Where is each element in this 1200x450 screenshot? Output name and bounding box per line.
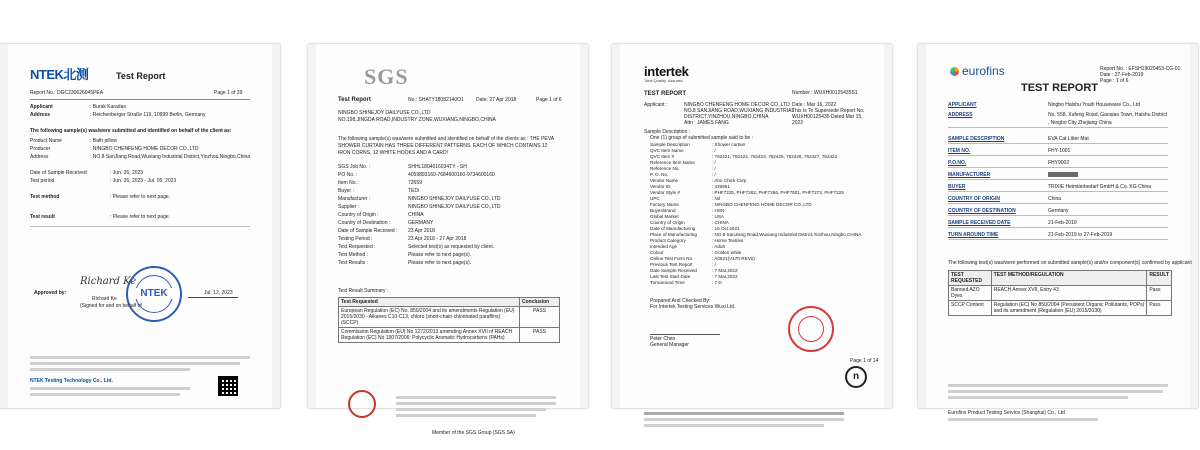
eurofins-row bbox=[948, 184, 1168, 192]
intertek-field-value: : NINGBO CHENFENG HOME DECOR CO.,LTD bbox=[712, 202, 812, 207]
sgs-title: Test Report bbox=[338, 97, 371, 103]
eurofins-logo: eurofins bbox=[950, 64, 1005, 78]
eurofins-table-header-cell: TEST REQUESTED bbox=[949, 271, 992, 286]
intertek-field-label: Intended Age bbox=[650, 244, 678, 249]
eurofins-address: ADDRESS No. 558, Xufeng Road, Gaoqiao Town, Haishu District bbox=[948, 112, 1168, 118]
intertek-field-value: : NO.8 SanJiang Road,Wuxiang Industrial District,Yinzhou,Ningbo,CHINA bbox=[712, 232, 862, 237]
ntek-applicant: Applicant : Burak Karadas bbox=[30, 104, 126, 110]
intertek-field-label: Reference Item Name bbox=[650, 160, 695, 165]
eurofins-row bbox=[948, 136, 1168, 144]
sgs-field-value: SHHL1804016034TY - SH bbox=[408, 164, 467, 170]
sgs-field-value: 4059893160-7684600160-9734600160 bbox=[408, 172, 495, 178]
sgs-company: NINGBO SHINEJOY DAILYUSE CO.,LTD bbox=[338, 110, 431, 116]
intertek-field-value: : / bbox=[712, 166, 716, 171]
sgs-field bbox=[338, 244, 494, 251]
sgs-page: Page 1 of 6 bbox=[536, 97, 562, 103]
intertek-page: Page 1 of 14 bbox=[850, 358, 879, 364]
sgs-stamp-icon bbox=[348, 390, 376, 418]
eurofins-row-label: TURN AROUND TIME bbox=[948, 232, 999, 238]
eurofins-row-label: ITEM NO. bbox=[948, 148, 971, 154]
intertek-field-value: : Golden white bbox=[712, 250, 742, 255]
table-cell: REACH Annex XVII, Entry 43 bbox=[991, 286, 1147, 301]
intertek-field-label: Country of Origin bbox=[650, 220, 685, 225]
eurofins-row bbox=[948, 172, 1168, 180]
sgs-field-value: TEDi bbox=[408, 188, 420, 194]
sgs-summary-label: Test Result Summary : bbox=[338, 288, 389, 294]
intertek-date-1: This Is To Supersede Report No. bbox=[792, 108, 865, 114]
sgs-field-value: NINGBO SHINEJOY DAILYUSE CO.,LTD bbox=[408, 204, 501, 210]
ntek-date-received: Date of Sample Received : Jun. 26, 2023 bbox=[30, 170, 144, 176]
sgs-field-value: 23 Apr 2018 - 27 Apr 2018 bbox=[408, 236, 467, 242]
intertek-field-label: Online Test Form No. bbox=[650, 256, 694, 261]
ntek-signature: Richard Ke bbox=[80, 276, 137, 287]
intertek-applicant-label: Applicant : bbox=[644, 102, 668, 108]
eurofins-row bbox=[948, 232, 1168, 240]
intertek-field-value: : / bbox=[712, 148, 716, 153]
eurofins-test-report[interactable] bbox=[918, 44, 1198, 416]
intertek-field-value: : A0621(V170-REV0) bbox=[712, 256, 755, 261]
intertek-field-value: : HSN bbox=[712, 208, 725, 213]
intertek-field-label: QVC Item # bbox=[650, 154, 674, 159]
intertek-date-2: WUXH00125435 Dated Mar 15, bbox=[792, 114, 863, 120]
intertek-field-value: : / bbox=[712, 172, 716, 177]
intertek-field-value: : / bbox=[712, 160, 716, 165]
eurofins-row-value: 21-Feb-2019 bbox=[1048, 220, 1077, 226]
sgs-field bbox=[338, 204, 501, 211]
sgs-field bbox=[338, 180, 422, 187]
intertek-field-label: P. O. No. bbox=[650, 172, 669, 177]
sgs-table-header-cell: Test Requested bbox=[339, 298, 520, 307]
table-cell: Pass bbox=[1147, 301, 1172, 316]
sgs-field-value: NINGBO SHINEJOY DAILYUSE CO.,LTD bbox=[408, 196, 501, 202]
intertek-field-label: Vendor ID bbox=[650, 184, 671, 189]
intertek-badge-icon: n bbox=[845, 366, 867, 388]
intertek-applicant-3: Attn : JAMES FANG bbox=[684, 120, 729, 126]
ntek-date: Jul. 12, 2023 bbox=[204, 290, 233, 296]
sgs-field-label: Country of Destination : bbox=[338, 220, 391, 226]
intertek-field-value: : CHINA bbox=[712, 220, 729, 225]
eurofins-row bbox=[948, 148, 1168, 156]
eurofins-row-label: SAMPLE DESCRIPTION bbox=[948, 136, 1005, 142]
intertek-prepared-by: Prepared And Checked By: bbox=[650, 298, 711, 304]
sgs-field-label: Testing Period : bbox=[338, 236, 373, 242]
intertek-field-value: : 428951 bbox=[712, 184, 730, 189]
eurofins-table-header bbox=[949, 271, 1172, 286]
sgs-summary-table bbox=[338, 297, 560, 343]
intertek-number: Number : WUXH00125435S1 bbox=[792, 90, 858, 96]
intertek-field-value: : USA bbox=[712, 214, 724, 219]
intertek-date-0: Date : Mar 16, 2022 bbox=[792, 102, 837, 108]
eurofins-row-label: SAMPLE RECEIVED DATE bbox=[948, 220, 1011, 226]
intertek-sample-line: One (1) group of submitted sample said to be : bbox=[650, 135, 754, 141]
ntek-title: Test Report bbox=[116, 71, 166, 81]
intertek-field-value: : Home Textiles bbox=[712, 238, 744, 243]
intertek-field-label: Vendor Style # bbox=[650, 190, 680, 195]
sgs-field-label: Test Method : bbox=[338, 252, 369, 258]
intertek-title: TEST REPORT bbox=[644, 91, 687, 97]
intertek-field-label: Previous Test Report bbox=[650, 262, 693, 267]
eurofins-row-value: EVA Cat Litter Mat bbox=[1048, 136, 1089, 142]
eurofins-table-header-cell: RESULT bbox=[1147, 271, 1172, 286]
intertek-field-value: : Aho Chick Corp bbox=[712, 178, 747, 183]
sgs-field bbox=[338, 164, 467, 171]
eurofins-row-value bbox=[1048, 172, 1078, 179]
eurofins-logo-icon bbox=[950, 67, 959, 76]
ntek-signer-note: (Signed for and on behalf of bbox=[80, 303, 142, 309]
intertek-signer: Peter Chen bbox=[650, 336, 676, 342]
sgs-table-header-cell: Conclusion bbox=[520, 298, 560, 307]
eurofins-page: Page : 1 of 6 bbox=[1100, 78, 1129, 84]
intertek-field-label: Factory Name bbox=[650, 202, 679, 207]
sgs-field bbox=[338, 212, 424, 219]
sgs-table-header bbox=[339, 298, 560, 307]
eurofins-row bbox=[948, 220, 1168, 228]
eurofins-row-label: COUNTRY OF DESTINATION bbox=[948, 208, 1016, 214]
sgs-field-label: Country of Origin : bbox=[338, 212, 379, 218]
sgs-date: Date: 27 Apr 2018 bbox=[476, 97, 517, 103]
intertek-field bbox=[650, 280, 865, 286]
ntek-page: Page 1 of 39 bbox=[214, 90, 243, 96]
sgs-field-value: 23 Apr 2018 bbox=[408, 228, 435, 234]
intertek-field-value: : 7 Mar,2022 bbox=[712, 268, 738, 273]
intertek-field-label: Global Market bbox=[650, 214, 679, 219]
eurofins-applicant: APPLICANT Ningbo Haishu Youdi Houseware Co., Ltd bbox=[948, 102, 1141, 108]
intertek-field-value: : 7 D bbox=[712, 280, 722, 285]
intertek-field-label: Date Sample Received bbox=[650, 268, 697, 273]
sgs-field bbox=[338, 236, 466, 243]
eurofins-address-2: , Ningbo City Zhejiang China bbox=[948, 120, 1168, 128]
sgs-field-value: Please refer to next page(s). bbox=[408, 260, 472, 266]
eurofins-row-value: China bbox=[1048, 196, 1062, 202]
intertek-field-label: Product Category bbox=[650, 238, 686, 243]
ntek-field-1: Producer : NINGBO CHENFENG HOME DECOR CO.,LTD bbox=[30, 146, 199, 152]
ntek-test-report[interactable] bbox=[0, 44, 280, 408]
sgs-field bbox=[338, 220, 433, 227]
eurofins-table-header-cell: TEST METHOD/REGULATION bbox=[991, 271, 1147, 286]
sgs-field bbox=[338, 196, 501, 203]
table-row bbox=[339, 328, 560, 343]
ntek-test-method: Test method : Please refer to next page. bbox=[30, 194, 171, 200]
sgs-field-label: Test Results : bbox=[338, 260, 369, 266]
sgs-field-label: Buyer : bbox=[338, 188, 354, 194]
sgs-field bbox=[338, 172, 495, 179]
intertek-field-label: Last Test Start Date bbox=[650, 274, 691, 279]
intertek-field-label: QVC Item Name bbox=[650, 148, 684, 153]
intertek-field-value: : 15 Oct 2021 bbox=[712, 226, 740, 231]
sgs-field-value: 72659 bbox=[408, 180, 422, 186]
eurofins-row-label: P.O.NO. bbox=[948, 160, 967, 166]
eurofins-date: Date : 27-Feb-2019 bbox=[1100, 72, 1144, 78]
intertek-field-label: Sample Description bbox=[650, 142, 690, 147]
eurofins-row-value: 21-Feb-2019 to 27-Feb-2019 bbox=[1048, 232, 1113, 238]
sgs-intro: The following sample(s) was/were submitted and identified on behalf of the clients as : THE PEVA SHOWER CURTAIN HAS THREE DIFFERENT PATTERNS. EACH OF WHICH CONTAINS 12 IRON CORNS, 12 WHITE HOOKS AND A CARD! bbox=[338, 136, 554, 156]
redaction-mask-icon bbox=[1048, 172, 1078, 177]
ntek-signer: Richard Ke bbox=[92, 296, 117, 302]
sgs-company-addr: NO.198,JINGDA ROAD,INDUSTRY ZONE,WUXIANG,NINGBO,CHINA bbox=[338, 117, 496, 123]
intertek-prepared-for: For Intertek Testing Services Wuxi Ltd. bbox=[650, 304, 736, 310]
table-cell: Regulation (EC) No 850/2004 (Persistent Organic Pollutants, POPs) and its amendment (Regulation (EU) 2015/2030) bbox=[991, 301, 1147, 316]
eurofins-row-label: MANUFACTURER bbox=[948, 172, 991, 178]
ntek-field-0: Product Name : Bath pillow bbox=[30, 138, 117, 144]
intertek-tagline: Total Quality. Assured. bbox=[644, 78, 684, 83]
sgs-field-label: Manufacturer : bbox=[338, 196, 371, 202]
intertek-field-value: : PHF7225, PHF7262, PHF7266, PHF7501, PHF7273, PHF7229 bbox=[712, 190, 844, 195]
ntek-field-2: Address : NO.8 SanJiang Road,Wuxiang Industrial District,Yinzhou,Ningbo,China bbox=[30, 154, 251, 160]
eurofins-title: TEST REPORT bbox=[1021, 82, 1099, 94]
sgs-field-label: Item No. : bbox=[338, 180, 360, 186]
intertek-field-value: : 7 Mar,2022 bbox=[712, 274, 738, 279]
ntek-stamp-icon: NTEK bbox=[126, 266, 182, 322]
table-row bbox=[949, 301, 1172, 316]
sgs-field-value: GERMANY bbox=[408, 220, 434, 226]
intertek-field-label: UPC bbox=[650, 196, 660, 201]
intertek-date-3: 2022 bbox=[792, 120, 804, 126]
ntek-address: Address : Reichenberger Straße 119, 10999 Berlin, Germany bbox=[30, 112, 206, 118]
eurofins-report-no: Report No. : EFSH19020453-CG-01 bbox=[1100, 66, 1181, 72]
eurofins-row bbox=[948, 208, 1168, 216]
sgs-field-value: Please refer to next page(s). bbox=[408, 252, 472, 258]
ntek-intro: The following sample(s) was/were submitted and identified on behalf of the client as: bbox=[30, 128, 232, 134]
ntek-logo: NTEK北测 bbox=[30, 67, 89, 82]
table-cell: Pass bbox=[1147, 286, 1172, 301]
intertek-stamp-icon bbox=[788, 306, 834, 352]
intertek-field-label: Buyer/Brand bbox=[650, 208, 676, 213]
eurofins-footer-company: Eurofins Product Testing Service (Shanghai) Co., Ltd bbox=[948, 410, 1065, 416]
sgs-logo: SGS bbox=[364, 64, 409, 89]
eurofins-row-label: COUNTRY OF ORIGIN bbox=[948, 196, 1000, 202]
sgs-report-no: No.: SHATY18082140O1 bbox=[408, 97, 464, 103]
table-cell: Banned AZO Dyes bbox=[949, 286, 992, 301]
eurofins-row bbox=[948, 160, 1168, 168]
ntek-approved-by: Approved by: bbox=[34, 290, 67, 296]
sgs-field bbox=[338, 252, 471, 259]
intertek-sample-desc: Sample Description : bbox=[644, 129, 691, 135]
intertek-field-label: Vendor Name bbox=[650, 178, 679, 183]
eurofins-intro: The following test(s) was/were performed on submitted sample(s) and/or component(s) confirmed by applicant bbox=[948, 260, 1192, 266]
sgs-field-label: SGS Job No. : bbox=[338, 164, 370, 170]
intertek-field-label: Place of Manufacturing bbox=[650, 232, 697, 237]
sgs-field-label: Supplier : bbox=[338, 204, 360, 210]
intertek-field-label: Date of Manufacturing bbox=[650, 226, 696, 231]
intertek-test-report[interactable] bbox=[612, 44, 892, 408]
ntek-qr-code-icon bbox=[218, 376, 238, 396]
sgs-field-label: Test Requested : bbox=[338, 244, 376, 250]
sgs-field-label: Date of Sample Received : bbox=[338, 228, 398, 234]
intertek-field-value: : / bbox=[712, 262, 716, 267]
eurofins-row bbox=[948, 196, 1168, 204]
ntek-report-no: Report No.: DGC230626045PEA bbox=[30, 90, 104, 96]
eurofins-row-value: FHY9002 bbox=[1048, 160, 1070, 166]
table-cell: SCCP Content bbox=[949, 301, 992, 316]
intertek-field-value: : Adult bbox=[712, 244, 725, 249]
table-row bbox=[339, 307, 560, 328]
eurofins-row-value: FHY-1001 bbox=[1048, 148, 1071, 154]
intertek-field-label: Colour bbox=[650, 250, 664, 255]
table-cell: Commission Regulation (EU) No 1272/2013 amending Annex XVII of REACH Regulation (EC) No 1907/2006: Polycyclic Aromatic Hydrocarbons (PAHs) bbox=[339, 328, 520, 343]
intertek-field-label: Turnaround Time bbox=[650, 280, 685, 285]
sgs-field-value: CHINA bbox=[408, 212, 424, 218]
intertek-signer-title: General Manager bbox=[650, 342, 689, 348]
ntek-test-result: Test result : Please refer to next page. bbox=[30, 214, 171, 220]
intertek-field-label: Reference No. bbox=[650, 166, 680, 171]
sgs-field-value: Selected test(s) as requested by client. bbox=[408, 244, 495, 250]
eurofins-row-value: Germany bbox=[1048, 208, 1069, 214]
ntek-test-period: Test period : Jun. 26, 2023 - Jul. 05, 2023 bbox=[30, 178, 177, 184]
intertek-field-value: : Shower curtain bbox=[712, 142, 746, 147]
intertek-field-value: : 762421, 762422, 762423, 762425, 762426, 762427, 762422 bbox=[712, 154, 838, 159]
sgs-field-label: PO No. : bbox=[338, 172, 358, 178]
sgs-field bbox=[338, 260, 471, 267]
sgs-footer: Member of the SGS Group (SGS SA) bbox=[432, 430, 515, 436]
sgs-field bbox=[338, 228, 435, 235]
table-cell: PASS bbox=[520, 328, 560, 343]
eurofins-row-value: TRIXIE Heimtierbedarf GmbH & Co. KG China bbox=[1048, 184, 1152, 190]
table-row bbox=[949, 286, 1172, 301]
eurofins-row-label: BUYER bbox=[948, 184, 966, 190]
eurofins-results-table bbox=[948, 270, 1172, 316]
intertek-applicant-1: NO.8 SANJIANG ROAD,WUXIANG INDUSTRIAL bbox=[684, 108, 795, 114]
table-cell: PASS bbox=[520, 307, 560, 328]
ntek-footer-company: NTEK Testing Technology Co., Ltd. bbox=[30, 378, 113, 384]
intertek-field-value: : Nil bbox=[712, 196, 720, 201]
intertek-applicant-0: NINGBO CHENFENG HOME DECOR CO.,LTD bbox=[684, 102, 790, 108]
sgs-field bbox=[338, 188, 419, 195]
intertek-applicant-2: DISTRICT,YINZHOU,NINGBO,CHINA bbox=[684, 114, 769, 120]
table-cell: European Regulation (EC) No. 850/2004 and its amendments Regulation (EU) 2015/2030 - Alkanes C10-C13, chloro (short-chain chlorinated paraffins) (SCCP) bbox=[339, 307, 520, 328]
sgs-test-report[interactable] bbox=[308, 44, 588, 436]
intertek-logo: intertek bbox=[644, 64, 689, 79]
